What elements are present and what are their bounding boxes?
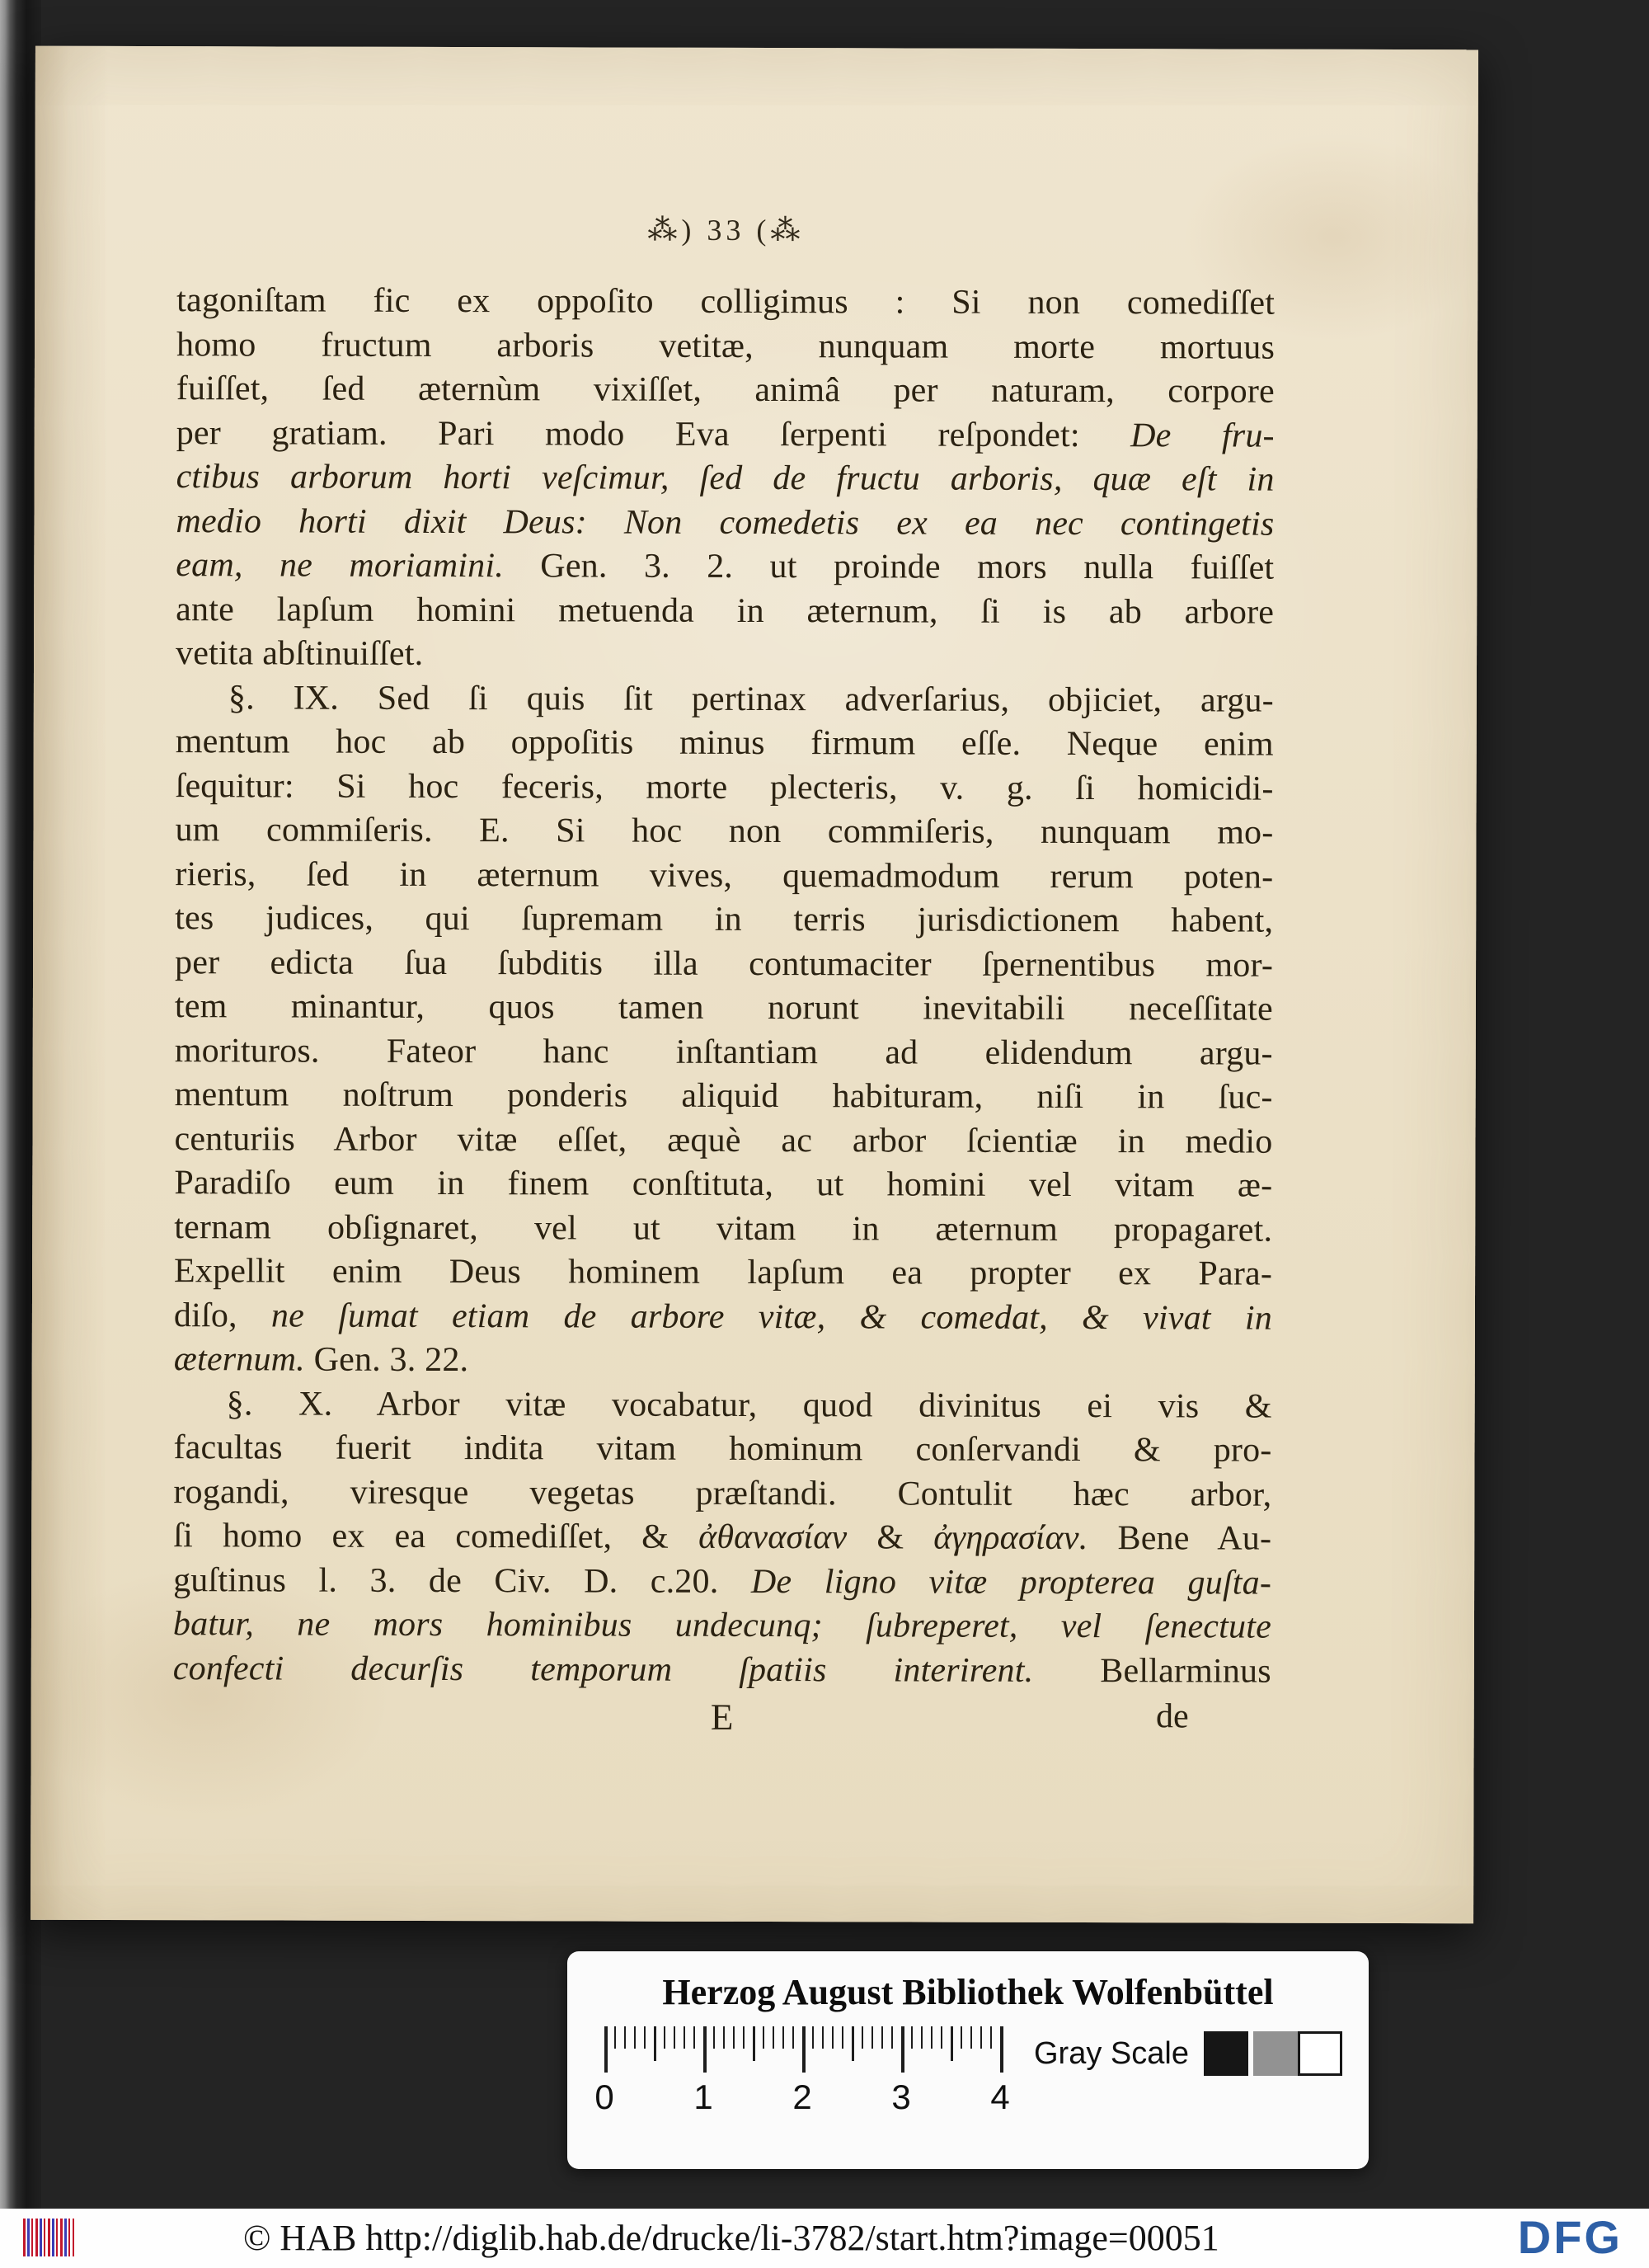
gray-scale: [1034, 2031, 1342, 2076]
label-measure-row: [567, 2026, 1369, 2142]
text-line: fuiſſet, ſed æternùm vixiſſet, animâ per naturam, corpore: [176, 369, 1275, 411]
ruler-tick: [733, 2026, 735, 2049]
ruler-number: 4: [990, 2077, 1010, 2116]
text-line: mentum noſtrum ponderis aliquid habituram, niſi in ſuc-: [174, 1075, 1273, 1117]
ruler-number: 3: [891, 2077, 911, 2116]
gray-scale-swatch-mid: [1253, 2031, 1298, 2076]
ruler-number: 1: [693, 2077, 713, 2116]
text-line: Paradiſo eum in finem conſtituta, ut homini vel vitam æ-: [174, 1164, 1273, 1205]
ruler-tick: [654, 2026, 656, 2061]
copyright-text: © HAB http://diglib.hab.de/drucke/li-3782/start.htm?image=00051: [243, 2218, 1219, 2258]
ruler-tick: [1000, 2026, 1003, 2073]
ruler-tick: [604, 2026, 608, 2073]
label-title: Herzog August Bibliothek Wolfenbüttel: [662, 1972, 1274, 2012]
text-line: diſo, ne ſumat etiam de arbore vitæ, & comedat, & vivat in: [173, 1296, 1273, 1338]
text-line: facultas fuerit indita vitam hominum conſervandi & pro-: [173, 1428, 1272, 1470]
text-line: batur, ne mors hominibus undecunq; ſubreperet, vel ſenectute: [172, 1605, 1272, 1646]
ruler-tick: [792, 2026, 794, 2049]
ruler-tick: [723, 2026, 725, 2049]
ruler-tick: [703, 2026, 707, 2073]
ruler-tick: [812, 2026, 814, 2049]
ruler-tick: [842, 2026, 843, 2049]
text-line: mentum hoc ab oppoſitis minus firmum eſſe. Neque enim: [175, 722, 1274, 764]
ruler-tick: [970, 2026, 972, 2049]
ruler-tick: [990, 2026, 992, 2049]
ruler-tick: [644, 2026, 646, 2049]
ruler-tick: [624, 2026, 626, 2049]
ruler-tick: [713, 2026, 715, 2049]
library-label: [567, 1951, 1369, 2169]
ruler-tick: [782, 2026, 784, 2049]
paper-page: [31, 46, 1478, 1924]
ruler-tick: [862, 2026, 863, 2049]
ruler-tick: [891, 2026, 893, 2049]
ruler-tick: [941, 2026, 942, 2049]
ruler-tick: [921, 2026, 923, 2049]
ruler-number: 2: [792, 2077, 812, 2116]
ruler-tick: [664, 2026, 665, 2049]
text-line: ctibus arborum horti veſcimur, ſed de fructu arboris, quæ eſt in: [176, 458, 1275, 499]
text-line: eam, ne moriamini. Gen. 3. 2. ut proinde mors nulla fuiſſet: [176, 546, 1275, 587]
ruler-tick: [901, 2026, 904, 2073]
gray-scale-swatch-dark: [1204, 2031, 1248, 2076]
text-line: medio horti dixit Deus: Non comedetis ex ea nec contingetis: [176, 501, 1275, 543]
ruler-tick: [881, 2026, 883, 2049]
text-line: ante lapſum homini metuenda in æternum, ſi is ab arbore: [176, 590, 1275, 632]
ruler-tick: [674, 2026, 675, 2049]
text-line: centuriis Arbor vitæ eſſet, æquè ac arbor ſcientiæ in medio: [174, 1119, 1273, 1161]
ruler-tick: [684, 2026, 685, 2049]
text-line: tes judices, qui ſupremam in terris jurisdictionem habent,: [175, 899, 1274, 940]
ruler-tick: [931, 2026, 933, 2049]
ruler-tick: [634, 2026, 636, 2049]
text-line: ſi homo ex ea comediſſet, & ἀθανασίαν & ἀγηρασίαν. Bene Au-: [173, 1517, 1272, 1558]
ruler-tick: [614, 2026, 616, 2049]
text-line: homo fructum arboris vetitæ, nunquam morte mortuus: [176, 325, 1276, 367]
signature-mark: E: [710, 1696, 734, 1738]
ruler-tick: [773, 2026, 774, 2049]
ruler-tick: [822, 2026, 824, 2049]
footer-bar: [0, 2209, 1649, 2268]
text-line: confecti decurſis temporum ſpatiis interirent. Bellarminus: [172, 1649, 1271, 1691]
text-line: æternum. Gen. 3. 22.: [173, 1340, 469, 1380]
ruler-tick: [802, 2026, 806, 2073]
signature-row: [173, 1694, 1271, 1739]
gray-scale-label: Gray Scale: [1034, 2035, 1189, 2071]
text-line: §. IX. Sed ſi quis ſit pertinax adverſarius, objiciet, argu-: [228, 678, 1274, 720]
ruler-tick: [693, 2026, 695, 2049]
ruler-tick: [951, 2026, 953, 2061]
ruler-tick: [980, 2026, 982, 2049]
ruler: [594, 2026, 1017, 2134]
ruler-tick: [961, 2026, 962, 2049]
color-barcode-icon: [23, 2219, 74, 2256]
text-line: ternam obſignaret, vel ut vitam in æternum propagaret.: [174, 1207, 1273, 1249]
text-line: tagoniſtam fic ex oppoſito colligimus : Si non comediſſet: [176, 281, 1276, 322]
ruler-number: 0: [594, 2077, 614, 2116]
text-line: guſtinus l. 3. de Civ. D. c.20. De ligno vitæ propterea guſta-: [173, 1560, 1272, 1602]
text-line: ſequitur: Si hoc feceris, morte plecteris, v. g. ſi homicidi-: [175, 766, 1274, 808]
ruler-tick: [911, 2026, 913, 2049]
ruler-numbers: [594, 2077, 1017, 2119]
ruler-tick: [852, 2026, 854, 2061]
text-line: tem minantur, quos tamen norunt inevitabili neceſſitate: [174, 987, 1273, 1028]
text-line: rogandi, viresque vegetas præſtandi. Contulit hæc arbor,: [173, 1472, 1272, 1514]
ruler-tick: [763, 2026, 764, 2049]
text-line: per edicta ſua ſubditis illa contumaciter ſpernentibus mor-: [175, 943, 1274, 985]
ruler-ticks: [604, 2026, 1017, 2074]
dfg-logo: DFG: [1517, 2211, 1623, 2263]
ruler-tick: [871, 2026, 873, 2049]
text-line: §. X. Arbor vitæ vocabatur, quod divinitus ei vis &: [226, 1384, 1272, 1426]
page-number-ornament: ⁂) 33 (⁂: [647, 213, 805, 247]
catchword: de: [1155, 1697, 1189, 1736]
text-block: [173, 279, 1275, 1693]
ruler-tick: [743, 2026, 745, 2049]
text-line: morituros. Fateor hanc inſtantiam ad elidendum argu-: [174, 1031, 1273, 1073]
ruler-tick: [753, 2026, 755, 2061]
text-line: vetita abſtinuiſſet.: [175, 634, 424, 673]
ruler-tick: [832, 2026, 834, 2049]
gray-scale-swatch-light: [1298, 2031, 1342, 2076]
text-line: um commiſeris. E. Si hoc non commiſeris, nunquam mo-: [175, 811, 1274, 852]
text-line: Expellit enim Deus hominem lapſum ea propter ex Para-: [174, 1252, 1273, 1293]
text-line: per gratiam. Pari modo Eva ſerpenti reſpondet: De fru-: [176, 413, 1275, 455]
text-line: rieris, ſed in æternum vives, quemadmodum rerum poten-: [175, 854, 1274, 896]
